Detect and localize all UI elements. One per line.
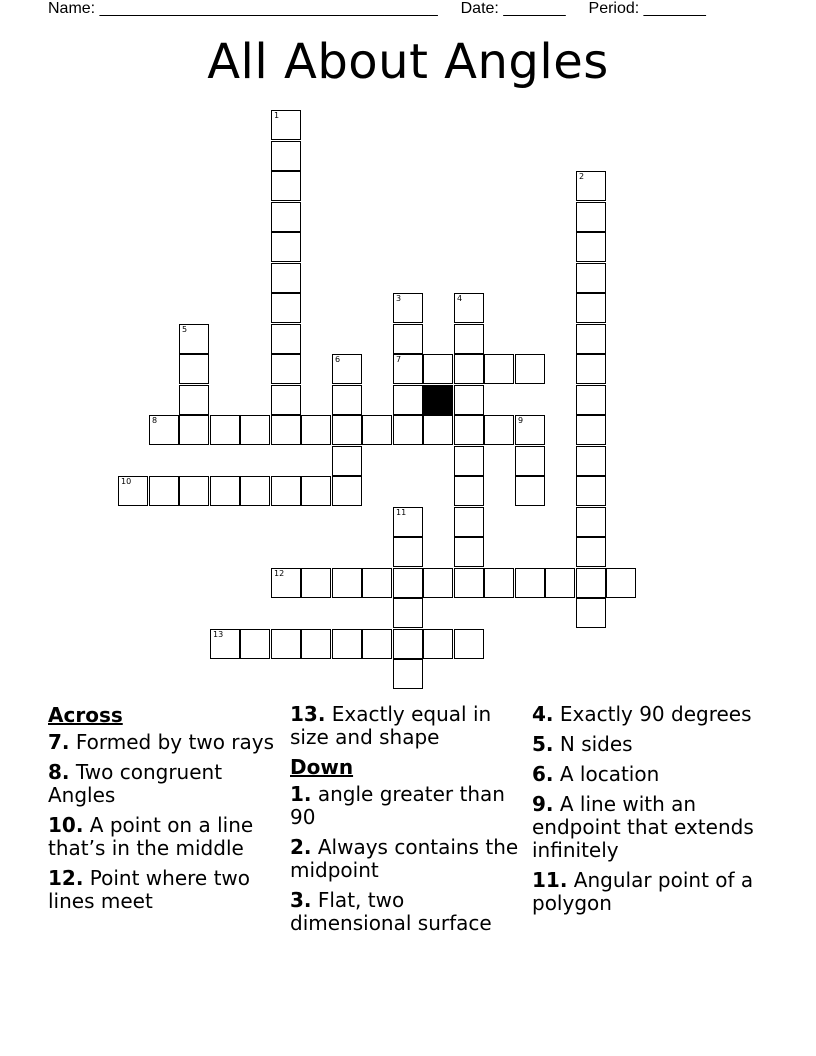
grid-cell[interactable] <box>423 629 453 659</box>
grid-cell[interactable] <box>210 415 240 445</box>
grid-cell[interactable] <box>545 568 575 598</box>
grid-cell[interactable] <box>332 385 362 415</box>
grid-cell[interactable] <box>515 476 545 506</box>
grid-cell[interactable] <box>454 629 484 659</box>
clue-number: 3 <box>396 294 402 303</box>
grid-cell[interactable] <box>149 415 179 445</box>
grid-cell[interactable] <box>454 476 484 506</box>
grid-cell[interactable] <box>271 202 301 232</box>
grid-cell[interactable] <box>454 537 484 567</box>
clue-across-10: 10. A point on a line that’s in the middle <box>48 813 254 860</box>
grid-cell[interactable] <box>576 415 606 445</box>
clue-down-9: 9. A line with an endpoint that extends infinitely <box>532 792 754 862</box>
grid-cell[interactable] <box>301 629 331 659</box>
clue-down-2: 2. Always contains the midpoint <box>290 835 519 882</box>
clue-number: 5 <box>182 325 188 334</box>
grid-cell[interactable] <box>576 385 606 415</box>
black-square <box>423 385 453 415</box>
clue-down-1: 1. angle greater than 90 <box>290 782 505 829</box>
grid-cell[interactable] <box>271 141 301 171</box>
grid-cell[interactable] <box>271 476 301 506</box>
grid-cell[interactable] <box>271 385 301 415</box>
grid-cell[interactable] <box>271 324 301 354</box>
grid-cell[interactable] <box>393 629 423 659</box>
grid-cell[interactable] <box>393 659 423 689</box>
grid-cell[interactable] <box>454 415 484 445</box>
grid-cell[interactable] <box>332 629 362 659</box>
grid-cell[interactable] <box>179 324 209 354</box>
clue-number: 11 <box>396 508 407 517</box>
clue-across-12: 12. Point where two lines meet <box>48 866 251 913</box>
grid-cell[interactable] <box>393 537 423 567</box>
grid-cell[interactable] <box>271 293 301 323</box>
grid-cell[interactable] <box>515 354 545 384</box>
clues-column-1 <box>48 703 278 920</box>
grid-cell[interactable] <box>393 415 423 445</box>
grid-cell[interactable] <box>179 354 209 384</box>
grid-cell[interactable] <box>576 232 606 262</box>
grid-cell[interactable] <box>515 446 545 476</box>
grid-cell[interactable] <box>271 629 301 659</box>
grid-cell[interactable] <box>393 293 423 323</box>
grid-cell[interactable] <box>576 354 606 384</box>
clue-number: 8 <box>152 416 158 425</box>
grid-cell[interactable] <box>576 202 606 232</box>
grid-cell[interactable] <box>393 598 423 628</box>
grid-cell[interactable] <box>393 354 423 384</box>
grid-cell[interactable] <box>515 415 545 445</box>
grid-cell[interactable] <box>301 415 331 445</box>
grid-cell[interactable] <box>423 568 453 598</box>
grid-cell[interactable] <box>454 568 484 598</box>
period-field[interactable]: Period: _______ <box>588 0 706 17</box>
grid-cell[interactable] <box>118 476 148 506</box>
grid-cell[interactable] <box>576 324 606 354</box>
clue-number: 13 <box>213 630 224 639</box>
grid-cell[interactable] <box>393 568 423 598</box>
clues-column-2 <box>290 703 522 942</box>
grid-cell[interactable] <box>393 507 423 537</box>
grid-cell[interactable] <box>393 385 423 415</box>
grid-cell[interactable] <box>454 385 484 415</box>
clue-number: 9 <box>518 416 524 425</box>
grid-cell[interactable] <box>301 476 331 506</box>
down-heading: Down <box>290 755 354 779</box>
grid-cell[interactable] <box>301 568 331 598</box>
grid-cell[interactable] <box>454 507 484 537</box>
grid-cell[interactable] <box>332 568 362 598</box>
clue-across-13: 13. Exactly equal in size and shape <box>290 702 492 749</box>
date-field[interactable]: Date: _______ <box>460 0 566 17</box>
grid-cell[interactable] <box>240 629 270 659</box>
grid-cell[interactable] <box>423 354 453 384</box>
grid-cell[interactable] <box>179 415 209 445</box>
grid-cell[interactable] <box>576 446 606 476</box>
grid-cell[interactable] <box>362 568 392 598</box>
grid-cell[interactable] <box>576 293 606 323</box>
clue-across-8: 8. Two congruent Angles <box>48 760 223 807</box>
grid-cell[interactable] <box>606 568 636 598</box>
grid-cell[interactable] <box>332 415 362 445</box>
clue-down-3: 3. Flat, two dimensional surface <box>290 888 492 935</box>
clue-number: 4 <box>457 294 463 303</box>
grid-cell[interactable] <box>271 568 301 598</box>
grid-cell[interactable] <box>454 293 484 323</box>
grid-cell[interactable] <box>240 476 270 506</box>
grid-cell[interactable] <box>576 476 606 506</box>
clue-number: 7 <box>396 355 402 364</box>
grid-cell[interactable] <box>484 354 514 384</box>
grid-cell[interactable] <box>362 415 392 445</box>
grid-cell[interactable] <box>332 446 362 476</box>
clues-column-3 <box>532 703 764 922</box>
grid-cell[interactable] <box>576 171 606 201</box>
clue-number: 1 <box>274 111 280 120</box>
across-heading: Across <box>48 703 123 727</box>
page-title: All About Angles <box>207 34 609 90</box>
grid-cell[interactable] <box>576 263 606 293</box>
clue-down-5: 5. N sides <box>532 732 633 756</box>
clue-number: 2 <box>579 172 585 181</box>
grid-cell[interactable] <box>149 476 179 506</box>
grid-cell[interactable] <box>454 354 484 384</box>
grid-cell[interactable] <box>576 568 606 598</box>
clue-down-11: 11. Angular point of a polygon <box>532 868 754 915</box>
clue-across-7: 7. Formed by two rays <box>48 730 275 754</box>
name-field[interactable]: Name: ______________________________________ <box>48 0 438 17</box>
grid-cell[interactable] <box>515 568 545 598</box>
grid-cell[interactable] <box>271 110 301 140</box>
grid-cell[interactable] <box>576 507 606 537</box>
grid-cell[interactable] <box>362 629 392 659</box>
clue-number: 6 <box>335 355 341 364</box>
grid-cell[interactable] <box>271 415 301 445</box>
grid-cell[interactable] <box>271 232 301 262</box>
grid-cell[interactable] <box>454 324 484 354</box>
clue-down-4: 4. Exactly 90 degrees <box>532 702 752 726</box>
grid-cell[interactable] <box>271 263 301 293</box>
clue-number: 10 <box>121 477 132 486</box>
grid-cell[interactable] <box>484 415 514 445</box>
grid-cell[interactable] <box>332 476 362 506</box>
grid-cell[interactable] <box>332 354 362 384</box>
grid-cell[interactable] <box>210 629 240 659</box>
grid-cell[interactable] <box>271 171 301 201</box>
grid-cell[interactable] <box>179 385 209 415</box>
grid-cell[interactable] <box>393 324 423 354</box>
grid-cell[interactable] <box>576 598 606 628</box>
grid-cell[interactable] <box>454 446 484 476</box>
clue-number: 12 <box>274 569 285 578</box>
grid-cell[interactable] <box>271 354 301 384</box>
clue-down-6: 6. A location <box>532 762 660 786</box>
grid-cell[interactable] <box>240 415 270 445</box>
grid-cell[interactable] <box>484 568 514 598</box>
grid-cell[interactable] <box>179 476 209 506</box>
grid-cell[interactable] <box>210 476 240 506</box>
grid-cell[interactable] <box>576 537 606 567</box>
grid-cell[interactable] <box>423 415 453 445</box>
